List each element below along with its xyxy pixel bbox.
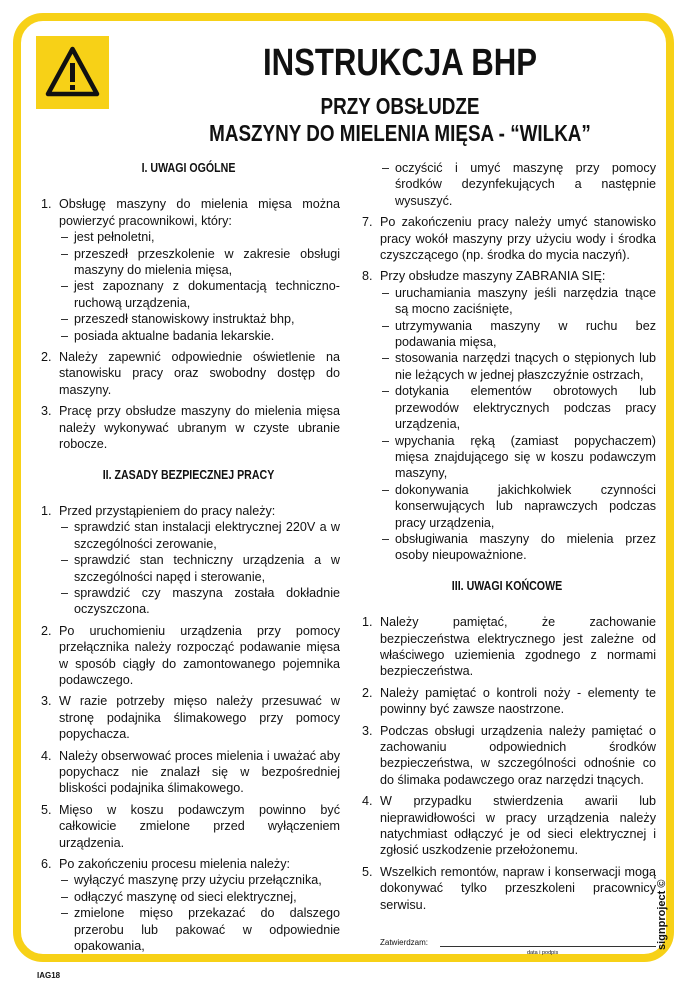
sub-item: – odłączyć maszynę od sieci elektrycznej,: [59, 889, 340, 905]
list-item: [358, 214, 656, 263]
sub-item: – przeszedł przeszkolenie w zakresie obsługi maszyny do mielenia mięsa,: [59, 246, 340, 279]
item-text: Po uruchomieniu urządzenia przy pomocy przełącznika należy rozpocząć podawanie mięsa w sposób ciągły do zamontowanego pojemnika podawczego.: [59, 623, 340, 687]
page-subtitle-2: MASZYNY DO MIELENIA MIĘSA - “WILKA”: [209, 120, 591, 146]
sub-item: – wpychania ręką (zamiast popychaczem) mięsa znajdującego się w koszu podawczym maszyny,: [380, 433, 656, 482]
item-number: 6.: [41, 857, 52, 872]
item-text: Po zakończeniu pracy należy umyć stanowisko pracy wokół maszyny przy użyciu wody i środka czyszczącego (np. środka do mycia naczyń).: [380, 215, 656, 263]
item-text: Przy obsłudze maszyny ZABRANIA SIĘ:: [380, 269, 606, 284]
sub-item: – dotykania elementów obrotowych lub przewodów elektrycznych podczas pracy urządzenia,: [380, 383, 656, 432]
item-text: Wszelkich remontów, napraw i konserwacji mogą dokonywać tylko przeszkoleni pracownicy serwisu.: [380, 864, 656, 912]
sub-item: – dokonywania jakichkolwiek czynności konserwujących lub naprawczych podczas pracy urządzenia,: [380, 482, 656, 531]
item-number: 2.: [362, 685, 373, 700]
sub-item: – sprawdzić stan instalacji elektrycznej 220V a w szczególności zerowanie,: [59, 519, 340, 552]
list-item: [358, 864, 656, 913]
sub-item: – jest pełnoletni,: [59, 229, 340, 245]
brand-label: signproject ©: [656, 879, 668, 950]
sub-item: – przeszedł stanowiskowy instruktaż bhp,: [59, 311, 340, 327]
general-list: [37, 196, 340, 452]
left-column: [37, 160, 340, 959]
sub-item: – zmielone mięso przekazać do dalszego przerobu lub pakować w odpowiednie opakowania,: [59, 905, 340, 954]
item-text: W przypadku stwierdzenia awarii lub nieprawidłowości w pracy urządzenia należy natychmiast odłączyć je od sieci elektrycznej i zgłosić uszkodzenie przełożonemu.: [380, 794, 656, 858]
page-subtitle-1: PRZY OBSŁUDZE: [320, 93, 480, 119]
sub-list: [380, 285, 656, 564]
list-item: [37, 748, 340, 797]
sub-item: – obsługiwania maszyny do mielenia przez osoby nieupoważnione.: [380, 531, 656, 564]
sub-item: – stosowania narzędzi tnących o stępionych lub nie leżących w jednej płaszczyźnie ostrzach,: [380, 350, 656, 383]
item-number: 5.: [362, 864, 373, 879]
list-item: [37, 503, 340, 618]
item-text: Mięso w koszu podawczym powinno być całkowicie zmielone przed wyłączeniem urządzenia.: [59, 802, 340, 850]
safety-list-continued: [358, 214, 656, 564]
list-item: [358, 268, 656, 563]
item-text: Przed przystąpieniem do pracy należy:: [59, 503, 276, 518]
item-text: Należy obserwować proces mielenia i uważać aby popychacz nie znalazł się w bezpośredniej bliskości podajnika ślimakowego.: [59, 748, 340, 796]
list-item: [358, 793, 656, 859]
list-item: [358, 723, 656, 789]
list-item: [37, 196, 340, 344]
sub-item: – oczyścić i umyć maszynę przy pomocy środków dezynfekujących a następnie wysuszyć.: [380, 160, 656, 209]
sub-item: – wyłączyć maszynę przy użyciu przełącznika,: [59, 872, 340, 888]
continued-sub-list: [380, 160, 656, 209]
sign-code: IAG18: [37, 971, 61, 980]
list-item: [37, 403, 340, 452]
item-number: 3.: [41, 694, 52, 709]
approve-label: Zatwierdzam:: [380, 938, 429, 947]
sub-list: [59, 229, 340, 344]
sub-list: [59, 519, 340, 617]
section-title-final: III. UWAGI KOŃCOWE: [451, 578, 563, 593]
item-text: Podczas obsługi urządzenia należy pamiętać o zachowaniu odpowiednich środków bezpieczeństwa, w szczególności odnośnie co do ślimaka podawczego oraz narzędzi tnących.: [380, 723, 656, 787]
sub-list: [59, 872, 340, 954]
item-text: Należy pamiętać o kontroli noży - elementy te powinny być zawsze naostrzone.: [380, 685, 656, 717]
item-number: 5.: [41, 802, 52, 817]
list-item: [37, 856, 340, 954]
sub-item: – jest zapoznany z dokumentacją technicznoruchową urządzenia,: [59, 278, 340, 311]
list-item: [37, 349, 340, 398]
sub-item: – posiada aktualne badania lekarskie.: [59, 328, 340, 344]
section-title-general: I. UWAGI OGÓLNE: [141, 161, 236, 175]
item-text: Po zakończeniu procesu mielenia należy:: [59, 857, 291, 872]
item-number: 8.: [362, 269, 373, 284]
item-number: 7.: [362, 215, 373, 230]
list-item: [37, 693, 340, 742]
final-list: [358, 614, 656, 913]
right-column: [358, 160, 656, 918]
item-text: Pracę przy obsłudze maszyny do mielenia mięsa należy wykonywać ubranym w czyste ubranie robocze.: [59, 404, 340, 452]
page-title: INSTRUKCJA BHP: [262, 42, 538, 84]
approve-note: data i podpis: [527, 950, 559, 956]
item-text: Należy zapewnić odpowiednie oświetlenie na stanowisku pracy oraz swobodny dostęp do maszyny.: [59, 350, 340, 397]
item-number: 3.: [41, 404, 52, 419]
item-number: 2.: [41, 623, 52, 638]
item-text: Należy pamiętać, że zachowanie bezpieczeństwa elektrycznego jest zależne od właściwego uziemienia zgodnego z normami bezpieczeństwa.: [380, 615, 656, 679]
sub-item: – sprawdzić czy maszyna została dokładnie oczyszczona.: [59, 585, 340, 618]
list-item: [358, 614, 656, 680]
item-number: 1.: [41, 197, 52, 212]
item-text: W razie potrzeby mięso należy przesuwać w stronę podajnika ślimakowego przy pomocy popychacza.: [59, 694, 340, 742]
item-text: Obsługę maszyny do mielenia mięsa można powierzyć pracownikowi, który:: [59, 197, 340, 228]
section-title-safety: II. ZASADY BEZPIECZNEJ PRACY: [102, 467, 275, 482]
item-number: 1.: [362, 615, 373, 630]
safety-list: [37, 503, 340, 955]
item-number: 3.: [362, 723, 373, 738]
item-number: 4.: [362, 794, 373, 809]
sub-item: – sprawdzić stan techniczny urządzenia a w szczególności napęd i sterowanie,: [59, 552, 340, 585]
item-number: 1.: [41, 503, 52, 518]
list-item: [37, 802, 340, 851]
item-number: 2.: [41, 350, 52, 365]
sub-item: – uruchamiania maszyny jeśli narzędzia tnące są mocno zaciśnięte,: [380, 285, 656, 318]
item-number: 4.: [41, 748, 52, 763]
sub-item: – utrzymywania maszyny w ruchu bez podawania mięsa,: [380, 318, 656, 351]
signature-line: [440, 946, 656, 947]
list-item: [358, 685, 656, 718]
warning-triangle-icon: [44, 44, 101, 101]
warning-sign: [36, 36, 109, 109]
list-item: [37, 623, 340, 689]
